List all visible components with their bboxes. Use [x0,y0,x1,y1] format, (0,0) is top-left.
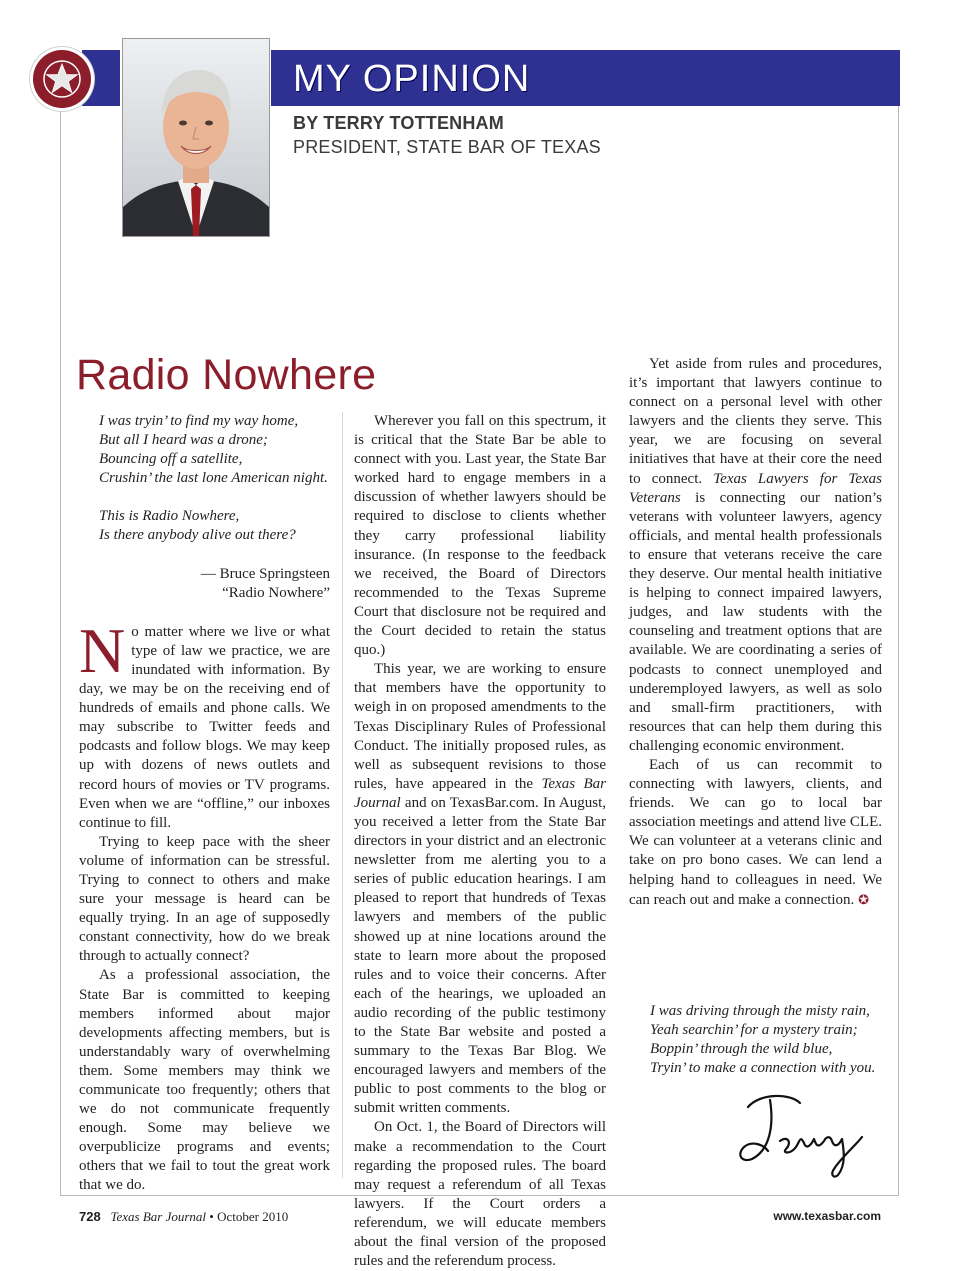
poem-line: Tryin’ to make a connection with you. [650,1060,876,1077]
website-link[interactable]: www.texasbar.com [773,1209,881,1223]
column-divider [342,412,343,1178]
paragraph-text: Yet aside from rules and procedures, it’s important that lawyers continue to connect on a personal level with other lawyers and the clients they serve. This year, we are focusing on several initiatives that have at their core the need to connect. [629,356,882,487]
column-2 [354,412,606,1271]
poem-line: Yeah searchin’ for a mystery train; [650,1022,858,1039]
attribution-author: — Bruce Springsteen [200,565,330,582]
paragraph: Trying to keep pace with the sheer volume of information can be stressful. Trying to connect to others and make sure your message is heard can be equally trying. In an age of supposedly constant connectivity, how do we break through to actually connect? [79,833,330,965]
star-badge [30,47,94,111]
author-title: PRESIDENT, STATE BAR OF TEXAS [293,137,601,157]
poem-line: Crushin’ the last lone American night. [99,470,328,487]
paragraph [629,355,882,756]
closing-poem [650,1002,890,1078]
poem-stanza [99,412,330,488]
paragraph: Wherever you fall on this spectrum, it is critical that the State Bar be able to connect with you. Last year, the State Bar worked hard to engage members in a discussion of whether lawyers should be required to disclose to clients whether they carry professional liability insurance. (In response to the feedback we received, the Board of Directors recommended to the Texas Supreme Court that disclosure not be required and the Court decided to retain the status quo.) [354,413,606,659]
poem-line: This is Radio Nowhere, [99,508,240,525]
section-title: MY OPINION [293,58,531,100]
poem-line: Boppin’ through the wild blue, [650,1041,833,1058]
poem-line: I was driving through the misty rain, [650,1003,870,1019]
paragraph-text: Each of us can recommit to connecting with lawyers, clients, and friends. We can go to local bar association meetings and attend live CLE. We can volunteer at a veterans clinic and take on pro bono cases. We can lend a helping hand to colleagues in need. We can reach out and make a connection. [629,756,882,908]
poem-line: But all I heard was a drone; [99,432,268,449]
star-end-icon: ✪ [858,891,869,907]
frame-left-border [60,96,61,1196]
column-3 [629,355,882,910]
paragraph-text: and on TexasBar.com. In August, you received a letter from the State Bar directors in your district and an electronic newsletter from me alerting you to a series of public education hearings. I am pleased to report that hundreds of Texas lawyers and members of the public showed up at nine locations around the state to learn more about the proposed rules and to voice their concerns. After each of the hearings, we uploaded an audio recording of the public testimony to the State Bar website and posted a summary to the Texas Bar Blog. We encouraged lawyers and members of the public to post comments to the blog or submit written comments. [354,794,606,1117]
attribution-song: “Radio Nowhere” [222,584,330,601]
poem-attribution [79,565,330,603]
poem-line: I was tryin’ to find my way home, [99,413,299,429]
author-portrait [122,38,270,237]
column-1 [79,412,330,1196]
paragraph [629,756,882,910]
drop-cap: N [79,614,126,686]
poem-line: Bouncing off a satellite, [99,451,243,468]
paragraph: As a professional association, the State Bar is committed to keeping members informed about major developments affecting members, but is understandably wary of overwhelming them. Some members may think we communicate too frequently; others that we do not communicate frequently enough. Some may believe we overpublicize programs and events; others that we fail to tout the great work that we do. [79,967,330,1194]
issue-date: October 2010 [217,1209,289,1224]
paragraph-text: is connecting our nation’s veterans with volunteer lawyers, agency officials, and mental health professionals to ensure that veterans receive the care they deserve. Our mental health initiative is helping to connect impaired lawyers, judges, and law students with the counseling and treatment options that are available. We are coordinating a series of podcasts to connect unemployed and underemployed lawyers, as well as solo and small-firm practitioners, with resources that can help them during this challenging economic environment. [629,489,882,754]
star-icon [42,59,82,99]
frame-right-border [898,96,899,1196]
paragraph: On Oct. 1, the Board of Directors will make a recommendation to the Court regarding the proposed rules. The board may request a referendum of all Texas lawyers. If the Court orders a referendum, we will educate members about the final version of the proposed rules and the referendum process. [354,1119,606,1270]
paragraph [79,614,330,833]
journal-name: Texas Bar Journal [354,775,606,811]
signature [730,1085,880,1185]
opening-poem [79,412,330,546]
poem-stanza [99,507,330,545]
paragraph [354,660,606,1118]
paragraph-text: This year, we are working to ensure that members have the opportunity to weigh in on proposed amendments to the Texas Disciplinary Rules of Professional Conduct. The initially proposed rules, as well as subsequent revisions to those rules, have appeared in the [354,661,606,792]
page-number: 728 [79,1209,101,1224]
byline: BY TERRY TOTTENHAM [293,113,504,133]
poem-line: Is there anybody alive out there? [99,527,296,544]
journal-name: Texas Bar Journal [110,1209,207,1224]
footer-info [79,1209,288,1225]
article-title: Radio Nowhere [76,351,377,399]
paragraph-text: o matter where we live or what type of law we practice, we are inundated with information. By day, we may be on the receiving end of hundreds of emails and phone calls. We may subscribe to Twitter feeds and podcasts and follow blogs. We may keep up with dozens of news outlets and record hours of movies or TV programs. Even when we are “offline,” our inboxes continue to fill. [79,623,330,831]
footer-separator: • [209,1209,214,1224]
program-name: Texas Lawyers for Texas Veterans [629,470,882,506]
